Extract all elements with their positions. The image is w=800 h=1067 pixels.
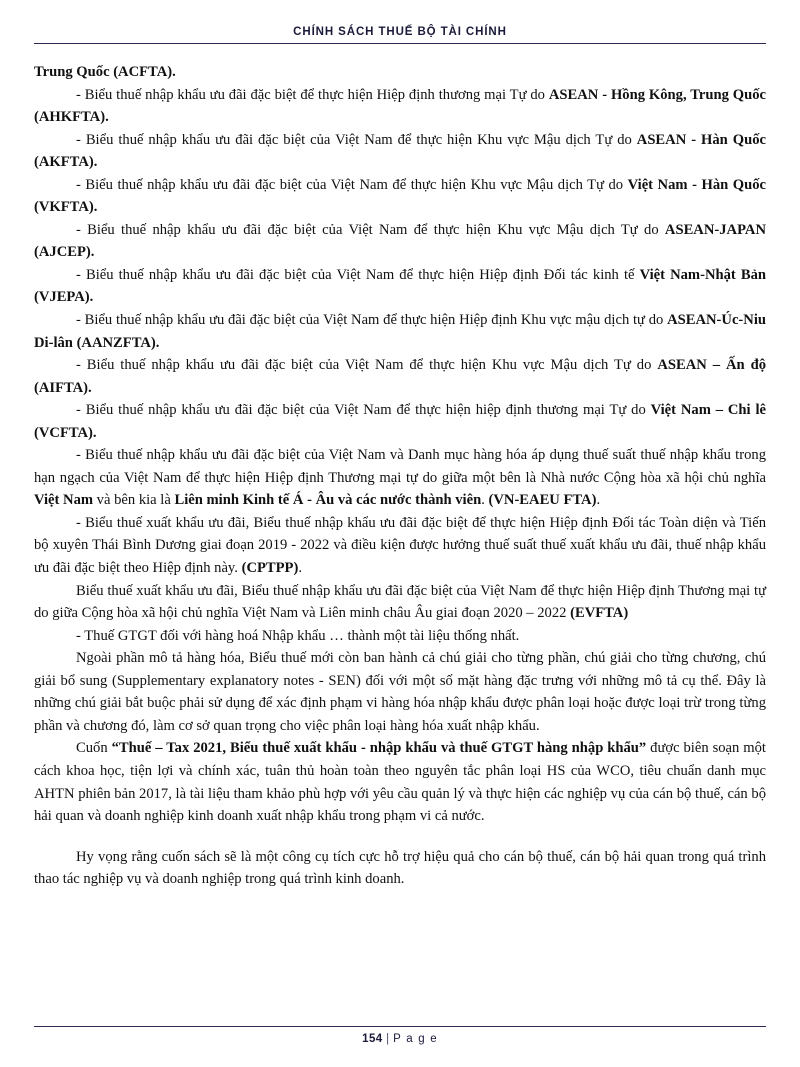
plain-text: . (298, 560, 302, 577)
plain-text: - Biểu thuế xuất khẩu ưu đãi, Biểu thuế nhập khẩu ưu đãi đặc biệt để thực hiện Hiệp định Đối tác Toàn diện và Tiến bộ xuyên Thái Bình Dương giai đoạn 2019 - 2022 và điều kiện được hưởng thuế suất thuế xuất khẩu ưu đãi, thuế nhập khẩu ưu đãi đặc biệt theo Hiệp định này. (34, 514, 766, 577)
emphasis-text: (EVFTA) (570, 605, 629, 622)
emphasis-text: ASEAN - Hàn Quốc (AKFTA). (34, 131, 767, 171)
body-paragraph (34, 846, 766, 891)
page-number: 154 (362, 1033, 383, 1045)
emphasis-text: ASEAN-JAPAN (AJCEP). (34, 221, 766, 261)
plain-text: - Biểu thuế nhập khẩu ưu đãi đặc biệt của Việt Nam để thực hiện Hiệp định Khu vực mậu dịch tự do (76, 312, 668, 329)
plain-text: và bên kia là (93, 492, 175, 509)
body-paragraph (34, 647, 766, 737)
body-paragraph (34, 625, 766, 648)
plain-text: Biểu thuế xuất khẩu ưu đãi, Biểu thuế nhập khẩu ưu đãi đặc biệt của Việt Nam để thực hiện Hiệp định Thương mại tự do giữa Cộng hòa xã hội chủ nghĩa Việt Nam và Liên minh châu Âu giai đoạn 2020 – 2022 (34, 582, 766, 622)
body-paragraph (34, 84, 766, 129)
emphasis-text: Việt Nam - Hàn Quốc (VKFTA). (34, 176, 767, 216)
plain-text: - Biểu thuế nhập khẩu ưu đãi đặc biệt của Việt Nam để thực hiện Khu vực Mậu dịch Tự do (76, 357, 658, 374)
paragraph-spacer (34, 828, 766, 846)
emphasis-text: ASEAN - Hồng Kông, Trung Quốc (AHKFTA). (34, 86, 766, 126)
emphasis-text: “Thuế – Tax 2021, Biểu thuế xuất khẩu - nhập khẩu và thuế GTGT hàng nhập khẩu” (111, 740, 647, 757)
document-body (34, 61, 766, 891)
plain-text: - Biểu thuế nhập khẩu ưu đãi đặc biệt của Việt Nam để thực hiện Khu vực Mậu dịch Tự do (76, 176, 628, 193)
page-label: P a g e (393, 1033, 438, 1045)
running-header: CHÍNH SÁCH THUẾ BỘ TÀI CHÍNH (34, 26, 766, 44)
plain-text: được biên soạn một cách khoa học, tiện lợi và chính xác, tuân thủ hoàn toàn theo nguyên tắc phân loại HS của WCO, tiêu chuẩn danh mục AHTN phiên bản 2017, là tài liệu tham khảo phù hợp với yêu cầu quản lý và thực hiện các nghiệp vụ của cán bộ thuế, cán bộ hải quan và doanh nghiệp kinh doanh xuất nhập khẩu trong phạm vi cả nước. (34, 740, 766, 825)
emphasis-text: ASEAN – Ấn độ (AIFTA). (34, 357, 767, 396)
plain-text: Cuốn (76, 740, 112, 757)
emphasis-text: Việt Nam (34, 492, 94, 509)
plain-text: - Biểu thuế nhập khẩu ưu đãi đặc biệt của Việt Nam để thực hiện hiệp định thương mại Tự do (76, 402, 651, 419)
body-paragraph (34, 264, 766, 309)
body-paragraph (34, 737, 766, 827)
body-paragraph (34, 61, 766, 84)
plain-text: Ngoài phần mô tả hàng hóa, Biểu thuế mới còn ban hành cả chú giải cho từng phần, chú giải cho từng chương, chú giải bổ sung (Supplementary explanatory notes - SEN) đối với một số mặt hàng đặc trưng với những mô tả cụ thể. Đây là những chú giải bắt buộc phải sử dụng để xác định phạm vi hàng hóa nhập khẩu được phân loại hoặc được loại trừ trong từng phần và chương đó, làm cơ sở quan trọng cho việc phân loại hàng hóa xuất nhập khẩu. (34, 650, 766, 734)
emphasis-text: Việt Nam-Nhật Bản (VJEPA). (34, 266, 767, 306)
plain-text: . (481, 492, 489, 509)
body-paragraph (34, 174, 766, 219)
body-paragraph (34, 399, 766, 444)
body-paragraph (34, 219, 766, 264)
plain-text: Hy vọng rằng cuốn sách sẽ là một công cụ tích cực hỗ trợ hiệu quả cho cán bộ thuế, cán bộ hải quan trong quá trình thao tác nghiệp vụ và doanh nghiệp trong quá trình kinh doanh. (34, 848, 766, 888)
plain-text: - Biểu thuế nhập khẩu ưu đãi đặc biệt để thực hiện Hiệp định thương mại Tự do (76, 86, 549, 103)
emphasis-text: Trung Quốc (ACFTA). (34, 64, 176, 80)
plain-text: - Biểu thuế nhập khẩu ưu đãi đặc biệt của Việt Nam và Danh mục hàng hóa áp dụng thuế suất thuế nhập khẩu trong hạn ngạch của Việt Nam để thực hiện Hiệp định Thương mại tự do giữa một bên là Nhà nước Cộng hòa xã hội chủ nghĩa (34, 447, 766, 486)
plain-text: - Biểu thuế nhập khẩu ưu đãi đặc biệt của Việt Nam để thực hiện Khu vực Mậu dịch Tự do (76, 221, 665, 238)
emphasis-text: (VN-EAEU FTA) (488, 492, 597, 509)
page-number-line (34, 1027, 766, 1045)
body-paragraph (34, 354, 766, 399)
body-paragraph (34, 444, 766, 512)
page-number-separator: | (386, 1033, 390, 1045)
body-paragraph (34, 580, 766, 625)
emphasis-text: ASEAN-Úc-Niu Di-lân (AANZFTA). (34, 312, 766, 351)
body-paragraph (34, 512, 766, 580)
emphasis-text: (CPTPP) (241, 560, 299, 577)
plain-text: - Biểu thuế nhập khẩu ưu đãi đặc biệt của Việt Nam để thực hiện Hiệp định Đối tác kinh tế (76, 266, 640, 283)
plain-text: . (596, 492, 601, 509)
plain-text: - Biểu thuế nhập khẩu ưu đãi đặc biệt của Việt Nam để thực hiện Khu vực Mậu dịch Tự do (76, 131, 637, 148)
emphasis-text: Liên minh Kinh tế Á - Âu và các nước thành viên (174, 492, 482, 509)
body-paragraph (34, 309, 766, 354)
body-paragraph (34, 129, 766, 174)
emphasis-text: Việt Nam – Chi lê (VCFTA). (34, 402, 767, 441)
plain-text: - Thuế GTGT đối với hàng hoá Nhập khẩu … thành một tài liệu thống nhất. (76, 627, 520, 644)
page-footer (34, 1026, 766, 1045)
